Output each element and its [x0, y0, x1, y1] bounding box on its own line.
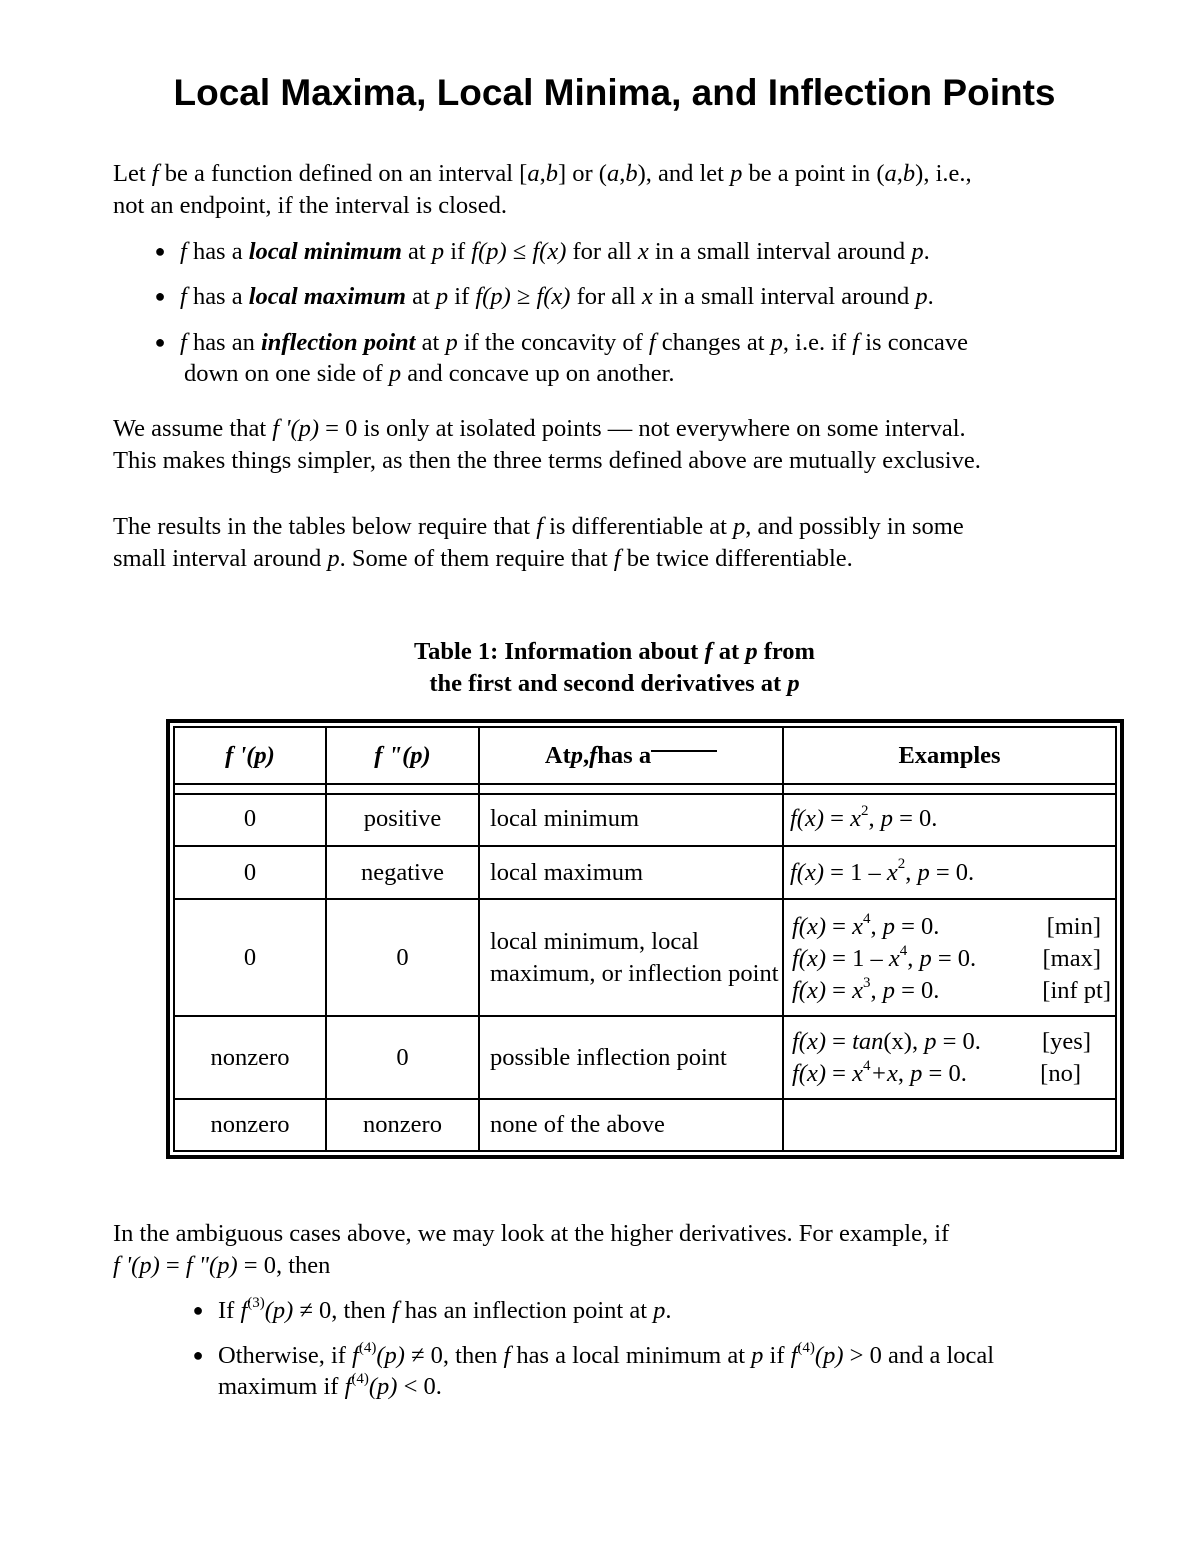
table-cell: nonzero [210, 1111, 290, 1138]
table-cell: 0 [243, 858, 257, 886]
blank-underline [651, 750, 717, 752]
bullet-inflection-point: ● f has an inflection point at p if the concavity of f changes at p, i.e. if f is concave down on one side of p and concave up on another. [180, 327, 1100, 389]
table-cell: nonzero [363, 1111, 442, 1138]
term-local-minimum: local minimum [248, 238, 402, 265]
ambiguous-paragraph: In the ambiguous cases above, we may look at the higher derivatives. For example, if f '(p) = f "(p) = 0, then [113, 1220, 950, 1279]
table-caption: Table 1: Information about f at p from the first and second derivatives at p [414, 638, 815, 697]
header-examples: Examples [898, 741, 1001, 769]
intro-line-2: not an endpoint, if the interval is closed. [113, 192, 507, 219]
table-cell: negative [361, 858, 444, 886]
term-local-maximum: local maximum [248, 283, 406, 310]
bullet-fourth-derivative: ● Otherwise, if $f^{(4)}(p) \ne 0$, then f has a local minimum at p if $f^{(4)}(p) > 0$ and a local maximum if $f^{(4)}(p) < 0$. [218, 1340, 1118, 1402]
table-cell: positive [363, 805, 442, 832]
table-cell: 0 [396, 1043, 409, 1071]
example-cell: $f(x) = x^2$, p = 0. [790, 802, 938, 832]
bullet-third-derivative: ● If $f^{(3)}(p) \ne 0$, then f has an inflection point at p. [218, 1295, 672, 1326]
term-inflection-point: inflection point [260, 329, 416, 356]
bullet-local-maximum: ● f has a local maximum at p if f(p) ≥ f(x) for all x in a small interval around p. [180, 281, 934, 312]
intro-paragraph [113, 158, 1113, 222]
results-paragraph: The results in the tables below require that f is differentiable at p, and possibly in some small interval around p. Some of them require that f be twice differentiable. [113, 513, 964, 572]
bullet-dot-icon: ● [154, 286, 166, 306]
header-first-derivative: f '(p) [225, 741, 275, 769]
table-cell: 0 [243, 943, 257, 971]
bullet-dot-icon: ● [154, 332, 166, 352]
page-title: Local Maxima, Local Minima, and Inflection Points [173, 72, 1056, 113]
intro-line-1: Let f be a function defined on an interval [a,b] or (a,b), and let p be a point in (a,b), i.e., [113, 160, 972, 187]
table-cell: 0 [243, 805, 257, 832]
bullet-dot-icon: ● [154, 241, 166, 261]
bullet-dot-icon: ● [192, 1300, 204, 1320]
derivatives-table [166, 719, 1124, 1159]
table-cell: local minimum [490, 805, 640, 832]
bullet-local-minimum: ● f has a local minimum at p if f(p) ≤ f(x) for all x in a small interval around p. [180, 236, 930, 267]
bullet-dot-icon: ● [192, 1345, 204, 1365]
table-cell: possible inflection point [490, 1043, 727, 1071]
example-cell [784, 1100, 1115, 1150]
example-cell: $f(x) = 1 - x^2$, p = 0. [790, 856, 975, 886]
table-cell: none of the above [490, 1111, 665, 1138]
header-second-derivative: f "(p) [374, 741, 431, 769]
table-cell: local minimum, local maximum, or inflection point [490, 927, 779, 987]
table-cell: 0 [396, 943, 409, 971]
header-result: At p , f has a [480, 728, 782, 783]
table-cell: nonzero [210, 1043, 290, 1071]
table-cell: local maximum [490, 858, 644, 886]
example-cell: f(x) = tan(x), p = 0. [yes] $f(x) = x^4+x$, p = 0. [no] [792, 1028, 1091, 1087]
assumption-paragraph: We assume that f '(p) = 0 is only at isolated points — not everywhere on some interval. This makes things simpler, as then the three terms defined above are mutually exclusive. [113, 415, 981, 474]
example-cell: $f(x) = x^4$, p = 0. [min] $f(x) = 1 - x^4$, p = 0. [max] $f(x) = x^3$, p = 0. [inf pt] [792, 910, 1111, 1004]
